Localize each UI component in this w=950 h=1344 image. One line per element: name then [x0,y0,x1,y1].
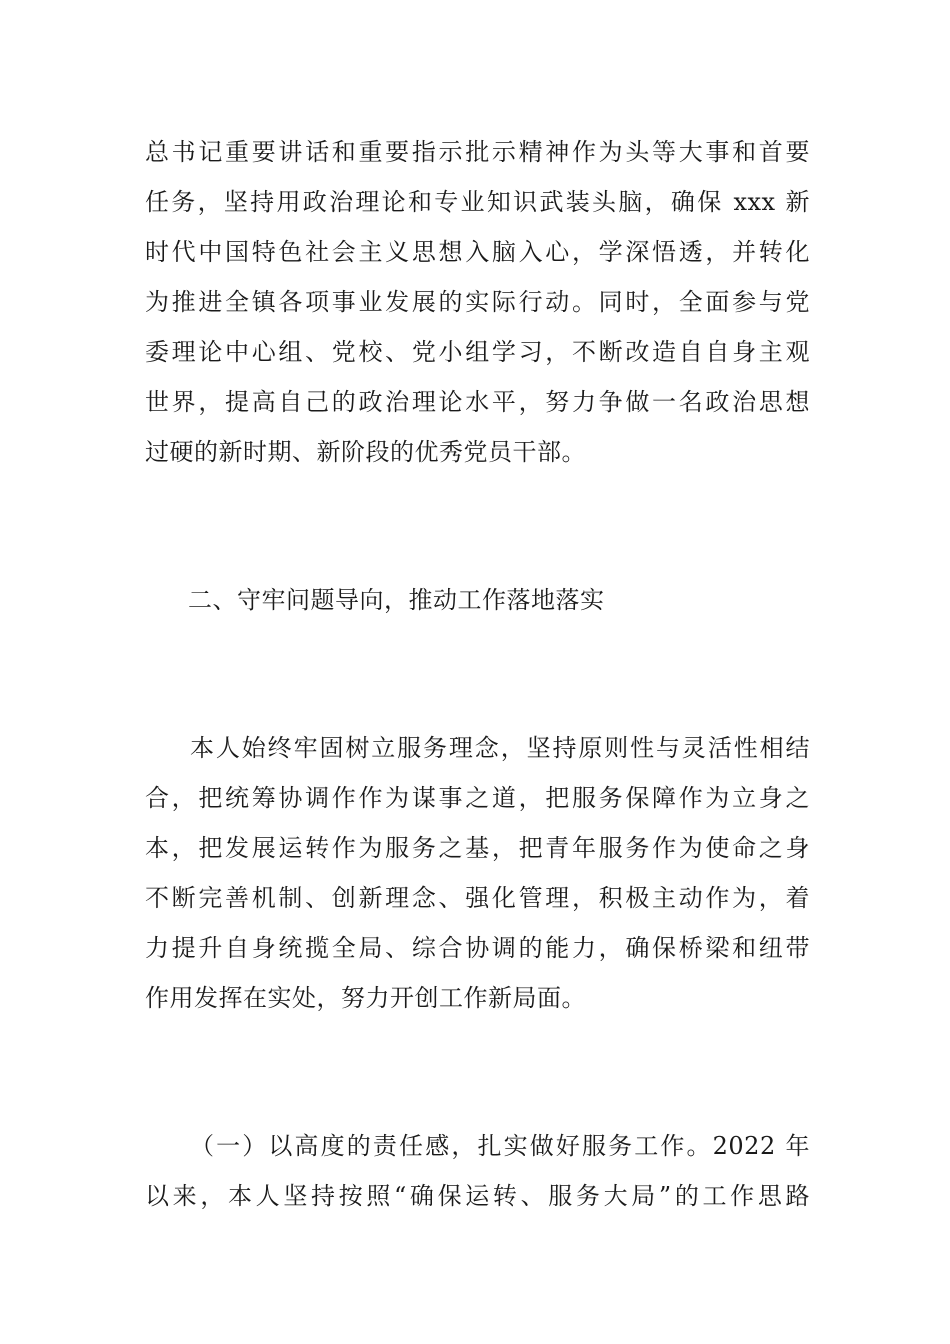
paragraph-2-line-6: 作用发挥在实处，努力开创工作新局面。 [145,984,586,1012]
paragraph-2-line-1: 本人始终牢固树立服务理念，坚持原则性与灵活性相结 [190,734,810,762]
paragraph-1-line-5: 委理论中心组、党校、党小组学习，不断改造自自身主观 [145,338,810,366]
paragraph-1-line-2: 任务，坚持用政治理论和专业知识武装头脑，确保 xxx 新 [145,188,810,216]
paragraph-1-line-4: 为推进全镇各项事业发展的实际行动。同时，全面参与党 [145,288,810,316]
paragraph-1-line-3: 时代中国特色社会主义思想入脑入心，学深悟透，并转化 [145,238,810,266]
paragraph-1-line-7: 过硬的新时期、新阶段的优秀党员干部。 [145,438,586,466]
paragraph-2-line-4: 不断完善机制、创新理念、强化管理，积极主动作为，着 [145,884,810,912]
paragraph-3-line-2: 以来，本人坚持按照“确保运转、服务大局”的工作思路 [145,1182,810,1210]
paragraph-3-line-1: （一）以高度的责任感，扎实做好服务工作。2022 年 [190,1132,810,1160]
paragraph-2-line-5: 力提升自身统揽全局、综合协调的能力，确保桥梁和纽带 [145,934,810,962]
section-heading: 二、守牢问题导向，推动工作落地落实 [188,586,605,614]
paragraph-2-line-2: 合，把统筹协调作作为谋事之道，把服务保障作为立身之 [145,784,810,812]
paragraph-2-line-3: 本，把发展运转作为服务之基，把青年服务作为使命之身 [145,834,810,862]
paragraph-1-line-6: 世界，提高自己的政治理论水平，努力争做一名政治思想 [145,388,810,416]
paragraph-1-line-1: 总书记重要讲话和重要指示批示精神作为头等大事和首要 [145,138,810,166]
